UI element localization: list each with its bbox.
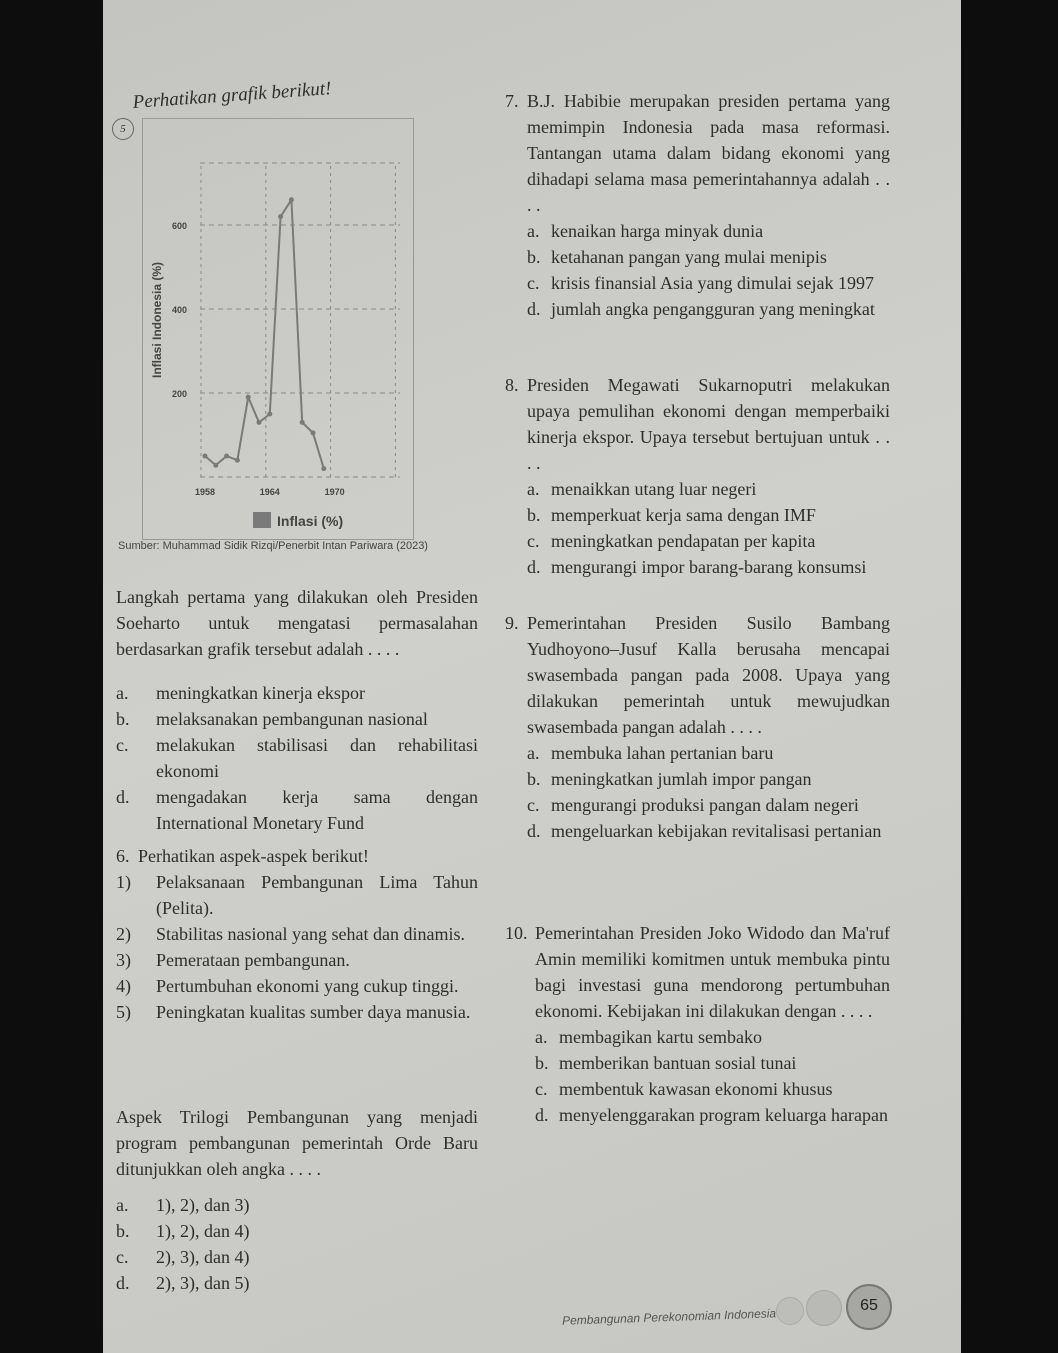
chart-source: Sumber: Muhammad Sidik Rizqi/Penerbit Intan Pariwara (2023) <box>118 540 428 552</box>
q9-question <box>505 610 890 740</box>
question-number-badge: 5 <box>112 118 134 140</box>
answer-option[interactable] <box>116 732 478 784</box>
answer-option[interactable] <box>527 554 890 580</box>
option-text: menaikkan utang luar negeri <box>551 479 757 499</box>
legend-swatch <box>253 512 271 528</box>
option-text: jumlah angka pengangguran yang meningkat <box>551 299 875 319</box>
option-text: memperkuat kerja sama dengan IMF <box>551 505 816 525</box>
inflation-chart <box>105 80 485 580</box>
option-text: Pelaksanaan Pembangunan Lima Tahun (Pelita). <box>156 872 478 918</box>
option-letter: c. <box>116 735 129 755</box>
option-text: kenaikan harga minyak dunia <box>551 221 764 241</box>
option-text: meningkatkan kinerja ekspor <box>156 683 365 703</box>
question-text: Pemerintahan Presiden Joko Widodo dan Ma'ruf Amin memiliki komitmen untuk membuka pintu bagi investasi guna mendorong pertumbuhan ekonomi. Kebijakan ini dilakukan dengan . . . . <box>535 923 890 1021</box>
decorative-circle <box>776 1297 804 1325</box>
answer-option[interactable] <box>527 792 890 818</box>
q10-question <box>505 920 890 1024</box>
data-point <box>321 466 326 471</box>
data-point <box>311 430 316 435</box>
question-number: 10. <box>505 923 528 943</box>
book-title: Pembangunan Perekonomian Indonesia <box>561 1306 777 1328</box>
question-number: 8. <box>505 375 519 395</box>
question-text: Presiden Megawati Sukarnoputri melakukan upaya pemulihan ekonomi dengan memperbaiki kinerja ekspor. Upaya tersebut bertujuan untuk . . . . <box>527 375 890 473</box>
data-point <box>213 463 218 468</box>
option-text: Pertumbuhan ekonomi yang cukup tinggi. <box>156 976 459 996</box>
answer-option[interactable] <box>527 218 890 244</box>
option-letter: 2) <box>116 924 131 944</box>
option-text: krisis finansial Asia yang dimulai sejak 1997 <box>551 273 874 293</box>
answer-option[interactable] <box>116 706 478 732</box>
option-text: Pemerataan pembangunan. <box>156 950 350 970</box>
answer-option[interactable] <box>527 296 890 322</box>
option-letter: d. <box>527 821 541 841</box>
data-point <box>203 454 208 459</box>
option-letter: a. <box>527 743 540 763</box>
q6-aspects <box>116 869 478 1025</box>
q5-options <box>116 680 478 836</box>
option-letter: b. <box>116 1221 130 1241</box>
option-letter: d. <box>527 299 541 319</box>
y-tick-label: 400 <box>171 305 187 315</box>
option-text: 2), 3), dan 4) <box>156 1247 250 1267</box>
q7-block <box>505 88 890 322</box>
inflation-line <box>205 200 324 469</box>
answer-option[interactable] <box>527 528 890 554</box>
data-point <box>278 214 283 219</box>
option-text: membentuk kawasan ekonomi khusus <box>559 1079 833 1099</box>
option-text: melakukan stabilisasi dan rehabilitasi ekonomi <box>156 735 478 781</box>
option-letter: a. <box>527 479 540 499</box>
option-text: ketahanan pangan yang mulai menipis <box>551 247 827 267</box>
option-text: mengeluarkan kebijakan revitalisasi pertanian <box>551 821 882 841</box>
answer-option[interactable] <box>527 818 890 844</box>
option-text: meningkatkan jumlah impor pangan <box>551 769 812 789</box>
data-point <box>235 458 240 463</box>
data-point <box>267 412 272 417</box>
option-letter: a. <box>116 1195 129 1215</box>
q6-options <box>116 1192 478 1296</box>
option-letter: c. <box>527 795 540 815</box>
option-text: mengurangi produksi pangan dalam negeri <box>551 795 859 815</box>
question-number: 9. <box>505 613 519 633</box>
option-text: membuka lahan pertanian baru <box>551 743 774 763</box>
q8-question <box>505 372 890 476</box>
option-text: Stabilitas nasional yang sehat dan dinamis. <box>156 924 465 944</box>
y-tick-label: 600 <box>171 221 187 231</box>
answer-option[interactable] <box>116 1218 478 1244</box>
option-letter: b. <box>527 247 541 267</box>
option-letter: b. <box>527 769 541 789</box>
data-point <box>300 420 305 425</box>
q5-question: Langkah pertama yang dilakukan oleh Presiden Soeharto untuk mengatasi permasalahan berdasarkan grafik tersebut adalah . . . . <box>116 587 478 659</box>
answer-option[interactable] <box>116 869 478 921</box>
answer-option[interactable] <box>535 1102 890 1128</box>
option-text: meningkatkan pendapatan per kapita <box>551 531 816 551</box>
answer-option[interactable] <box>116 1192 478 1218</box>
option-text: mengurangi impor barang-barang konsumsi <box>551 557 867 577</box>
option-letter: b. <box>535 1053 549 1073</box>
q6-question: Aspek Trilogi Pembangunan yang menjadi program pembangunan pemerintah Orde Baru ditunjukkan oleh angka . . . . <box>116 1107 478 1179</box>
answer-option[interactable] <box>116 921 478 947</box>
question-text: B.J. Habibie merupakan presiden pertama yang memimpin Indonesia pada masa reformasi. Tantangan utama dalam bidang ekonomi yang dihadapi selama masa pemerintahannya adalah . . . . <box>527 91 890 215</box>
option-letter: d. <box>116 787 130 807</box>
option-letter: 5) <box>116 1002 131 1022</box>
x-tick-label: 1958 <box>194 487 216 497</box>
q6-intro: Perhatikan aspek-aspek berikut! <box>138 846 369 866</box>
option-letter: 1) <box>116 872 131 892</box>
q10-block <box>505 920 890 1128</box>
option-letter: 3) <box>116 950 131 970</box>
y-axis-label: Inflasi Indonesia (%) <box>150 261 164 379</box>
answer-option[interactable] <box>535 1024 890 1050</box>
option-letter: c. <box>116 1247 129 1267</box>
answer-option[interactable] <box>116 680 478 706</box>
option-letter: c. <box>527 273 540 293</box>
question-number: 7. <box>505 91 519 111</box>
option-letter: c. <box>535 1079 548 1099</box>
option-letter: a. <box>535 1027 548 1047</box>
option-letter: a. <box>116 683 129 703</box>
option-text: 1), 2), dan 3) <box>156 1195 250 1215</box>
answer-option[interactable] <box>116 1270 478 1296</box>
answer-option[interactable] <box>116 1244 478 1270</box>
data-point <box>257 420 262 425</box>
answer-option[interactable] <box>527 476 890 502</box>
option-text: memberikan bantuan sosial tunai <box>559 1053 797 1073</box>
data-point <box>224 454 229 459</box>
answer-option[interactable] <box>116 999 478 1025</box>
question-text: Pemerintahan Presiden Susilo Bambang Yudhoyono–Jusuf Kalla berusaha mencapai swasembada pangan pada 2008. Upaya yang dilakukan pemerintah untuk mewujudkan swasembada pangan adalah . . . . <box>527 613 890 737</box>
legend-label: Inflasi (%) <box>277 513 344 529</box>
option-letter: a. <box>527 221 540 241</box>
answer-option[interactable] <box>527 244 890 270</box>
option-letter: b. <box>527 505 541 525</box>
q7-question <box>505 88 890 218</box>
answer-option[interactable] <box>535 1076 890 1102</box>
option-text: membagikan kartu sembako <box>559 1027 762 1047</box>
page-number: 65 <box>846 1284 892 1330</box>
x-tick-label: 1964 <box>259 487 280 497</box>
option-text: melaksanakan pembangunan nasional <box>156 709 428 729</box>
answer-option[interactable] <box>527 502 890 528</box>
option-letter: d. <box>527 557 541 577</box>
answer-option[interactable] <box>527 766 890 792</box>
option-letter: c. <box>527 531 540 551</box>
option-text: Peningkatan kualitas sumber daya manusia. <box>156 1002 471 1022</box>
option-text: 1), 2), dan 4) <box>156 1221 250 1241</box>
decorative-circle <box>806 1290 842 1326</box>
data-point <box>289 197 294 202</box>
x-tick-label: 1970 <box>324 487 345 497</box>
option-letter: d. <box>535 1105 549 1125</box>
option-letter: 4) <box>116 976 131 996</box>
answer-option[interactable] <box>116 947 478 973</box>
option-letter: d. <box>116 1273 130 1293</box>
answer-option[interactable] <box>527 270 890 296</box>
answer-option[interactable] <box>527 740 890 766</box>
q8-block <box>505 372 890 580</box>
q9-block <box>505 610 890 844</box>
answer-option[interactable] <box>535 1050 890 1076</box>
y-tick-label: 200 <box>171 389 187 399</box>
data-point <box>246 395 251 400</box>
option-text: 2), 3), dan 5) <box>156 1273 250 1293</box>
option-letter: b. <box>116 709 130 729</box>
q6-intro-row <box>116 843 478 869</box>
answer-option[interactable] <box>116 973 478 999</box>
option-text: menyelenggarakan program keluarga harapan <box>559 1105 889 1125</box>
q5-intro: Perhatikan grafik berikut! <box>132 78 333 113</box>
q6-number: 6. <box>116 846 130 866</box>
option-text: mengadakan kerja sama dengan International Monetary Fund <box>156 787 478 833</box>
answer-option[interactable] <box>116 784 478 836</box>
